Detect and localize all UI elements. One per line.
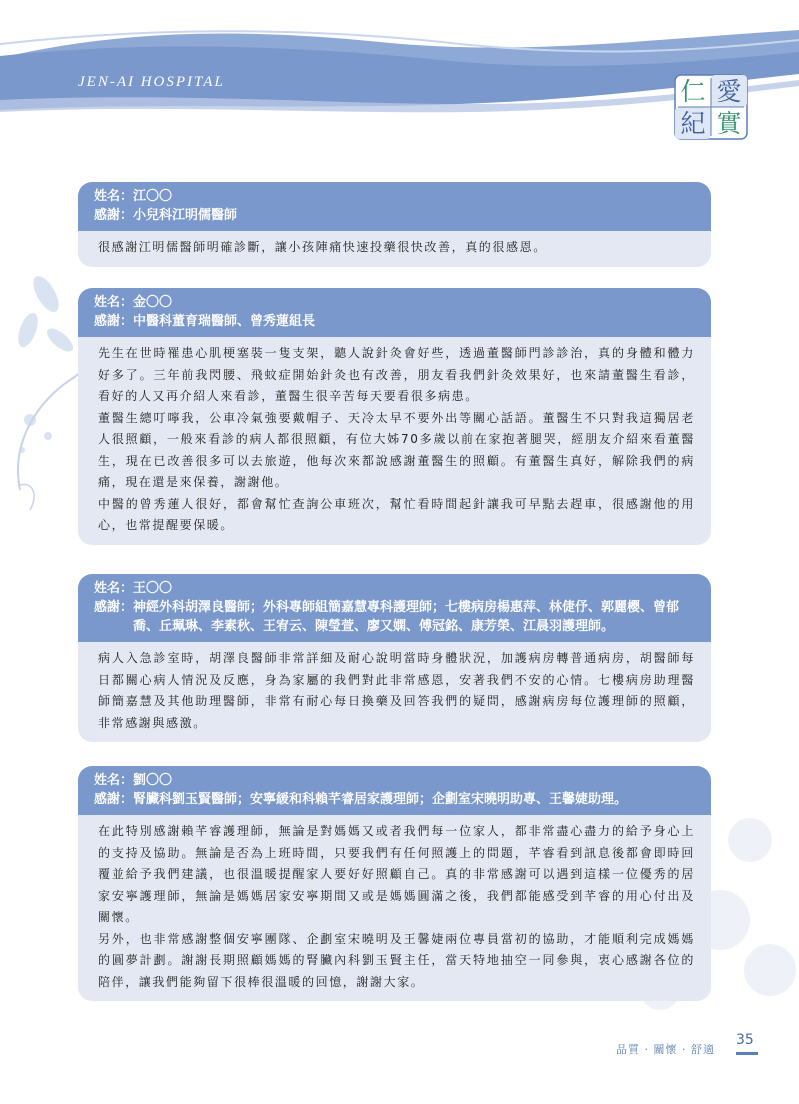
- message-paragraph: 中醫的曾秀蓮人很好，都會幫忙查詢公車班次，幫忙看時間起針讓我可早點去趕車，很感謝他的用心，也常提醒要保暖。: [98, 496, 695, 532]
- thanks-card-2: [78, 288, 711, 545]
- card-header: [78, 766, 711, 815]
- name-label: 姓名：: [94, 295, 134, 310]
- patient-name: 金〇〇: [133, 295, 173, 310]
- thanks-label: 感謝：: [94, 314, 134, 329]
- patient-name: 劉〇〇: [133, 773, 173, 788]
- name-label: 姓名：: [94, 189, 134, 204]
- name-label: 姓名：: [94, 773, 134, 788]
- thanks-label: 感謝：: [94, 208, 134, 223]
- jen-ai-logo: [674, 74, 748, 140]
- thanks-recipients: 小兒科江明儒醫師: [133, 208, 238, 223]
- thanks-label: 感謝：: [94, 792, 134, 807]
- card-header: [78, 182, 711, 231]
- thanks-card-1: [78, 182, 711, 267]
- message-paragraph: 另外，也非常感謝整個安寧團隊、企劃室宋曉明及王馨婕兩位專員當初的協助，才能順利完成媽媽的圓夢計劃。謝謝長期照顧媽媽的腎臟內科劉玉賢主任，當天特地抽空一同參與，衷心感謝各位的陪伴，讓我們能夠留下很棒很溫暖的回憶，謝謝大家。: [98, 931, 695, 989]
- card-body: [78, 642, 711, 742]
- message-paragraph: 先生在世時罹患心肌梗塞裝一隻支架，聽人說針灸會好些，透過董醫師門診診治，真的身體和體力好多了。三年前我閃腰、飛蚊症開始針灸也有改善，朋友看我們針灸效果好，也來請董醫生看診，看好的人又再介紹人來看診，董醫生很辛苦每天要看很多病患。: [98, 346, 695, 403]
- patient-name: 王〇〇: [133, 581, 173, 596]
- name-label: 姓名：: [94, 581, 134, 596]
- thanks-card-3: [78, 574, 711, 742]
- card-body: [78, 815, 711, 1001]
- card-header: [78, 288, 711, 337]
- message-paragraph: 董醫生總叮嚀我，公車冷氣強要戴帽子、天冷太早不要外出等關心話語。董醫生不只對我這獨居老人很照顧，一般來看診的病人都很照顧，有位大姊70多歲以前在家抱著腿哭，經朋友介紹來看董醫生，現在已改善很多可以去旅遊，他每次來都說感謝董醫生的照顧。有董醫生真好，解除我們的病痛，現在還是來保養，謝謝他。: [98, 410, 695, 489]
- message-paragraph: 很感謝江明儒醫師明確診斷，讓小孩陣痛快速投藥很快改善，真的很感恩。: [98, 240, 547, 254]
- message-paragraph: 病人入急診室時，胡澤良醫師非常詳細及耐心說明當時身體狀況，加護病房轉普通病房，胡醫師每日都關心病人情況及反應，身為家屬的我們對此非常感恩，安著我們不安的心情。七樓病房助理醫師簡嘉慧及其他助理醫師，非常有耐心每日換藥及回答我們的疑問，感謝病房每位護理師的照顧，非常感謝與感激。: [98, 651, 695, 730]
- footer-rule: [736, 1052, 758, 1055]
- message-paragraph: 在此特別感謝賴芊睿護理師，無論是對媽媽又或者我們每一位家人，都非常盡心盡力的給予身心上的支持及協助。無論是否為上班時間，只要我們有任何照護上的問題，芊睿看到訊息後都會即時回覆並給予我們建議，也很溫暖提醒家人要好好照顧自己。真的非常感謝可以遇到這樣一位優秀的居家安寧護理師，無論是媽媽居家安寧期間又或是媽媽圓滿之後，我們都能感受到芊睿的用心付出及關懷。: [98, 824, 695, 924]
- hospital-name: JEN-AI HOSPITAL: [78, 74, 225, 90]
- thanks-recipients: 中醫科董育瑞醫師、曾秀蓮組長: [133, 314, 316, 329]
- card-header: [78, 574, 711, 642]
- logo-char-ji: 紀: [680, 109, 706, 138]
- thanks-recipients: 腎臟科劉玉賢醫師；安寧緩和科賴芊睿居家護理師；企劃室宋曉明助專、王馨婕助理。: [133, 792, 628, 807]
- page-number: 35: [736, 1032, 754, 1048]
- thanks-recipients: 神經外科胡澤良醫師；外科專師組簡嘉慧專科護理師；七樓病房楊惠萍、林倢伃、郭麗櫻、曾郁喬、丘珮琳、李素秋、王宥云、陳瑩萱、廖又嫻、傅冠銘、康芳榮、江晨羽護理師。: [133, 600, 680, 634]
- logo-char-ai: 愛: [716, 77, 742, 106]
- card-body: [78, 231, 711, 267]
- logo-char-shi: 實: [716, 109, 742, 138]
- patient-name: 江〇〇: [133, 189, 173, 204]
- thanks-card-4: [78, 766, 711, 1001]
- card-body: [78, 337, 711, 545]
- thanks-label: 感謝：: [94, 600, 134, 615]
- logo-char-ren: 仁: [680, 77, 706, 106]
- footer-slogan: 品質 · 關懷 · 舒適: [616, 1043, 715, 1056]
